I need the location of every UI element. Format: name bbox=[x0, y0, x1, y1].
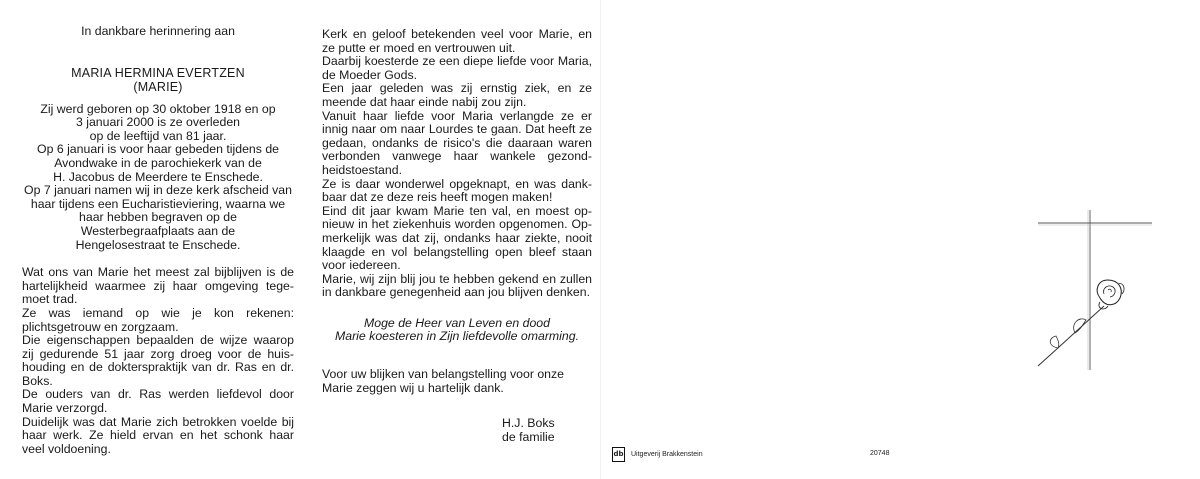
bio-line: Op 6 januari is voor haar gebeden tijdens de bbox=[37, 142, 279, 157]
paragraph: De ouders van dr. Ras werden liefdevol door Marie verzorgd. bbox=[22, 387, 294, 416]
paragraph: Duidelijk was dat Marie zich betrokken voelde bij haar werk. Ze hield ervan en het schonk haar veel voldoening. bbox=[22, 414, 294, 456]
paragraph: Een jaar geleden was zij ernstig ziek, en ze meende dat haar einde nabij zou zijn. bbox=[322, 81, 592, 109]
deceased-name: MARIA HERMINA EVERTZEN bbox=[71, 65, 245, 80]
verse-line: Marie koesteren in Zijn liefdevolle omarming. bbox=[335, 329, 579, 344]
publisher-mark bbox=[612, 447, 703, 462]
paragraph: Vanuit haar liefde voor Maria verlangde ze er innig naar om naar Lourdes te gaan. Dat heeft ze gedaan, ondanks de risico's die daaraan waren verbonden vanwege haar wankele gezond-heidstoestand. bbox=[322, 108, 592, 177]
bio-line: 3 januari 2000 is ze overleden bbox=[75, 115, 241, 130]
print-code: 20748 bbox=[870, 450, 890, 457]
signature-line: de familie bbox=[502, 429, 555, 444]
left-column bbox=[22, 25, 294, 456]
paragraph: Ze is daar wonderwel opgeknapt, en was dank-baar dat ze deze reis heeft mogen maken! bbox=[322, 176, 592, 205]
paragraph: Marie, wij zijn blij jou te hebben gekend en zullen in dankbare genegenheid aan jou blijven denken. bbox=[322, 271, 592, 300]
paragraph: Die eigenschappen bepaalden de wijze waarop zij gedurende 51 jaar zorg droeg voor de huis-houding en de dokterspraktijk van dr. Ras en dr. Boks. bbox=[22, 333, 294, 388]
paragraph: Ze was iemand op wie je kon rekenen: plichtsgetrouw en zorgzaam. bbox=[22, 305, 294, 334]
bio-line: haar hebben begraven op de bbox=[79, 210, 237, 225]
paragraph: Kerk en geloof betekenden veel voor Marie, en ze putte er moed en vertrouwen uit. bbox=[322, 27, 592, 55]
paragraph: Eind dit jaar kwam Marie ten val, en moest op-nieuw in het ziekenhuis worden opgenomen. Op-merkelijk was dat zij, ondanks haar ziekte, nooit klaagde en vol belangstelling open bleef staan voor iedereen. bbox=[322, 203, 592, 273]
bio-line: Op 7 januari namen wij in deze kerk afscheid van bbox=[24, 183, 292, 198]
bio-line: Hengelosestraat te Enschede. bbox=[75, 237, 241, 252]
thanks-text: Voor uw blijken van belangstelling voor onze Marie zeggen wij u hartelijk dank. bbox=[322, 367, 564, 395]
bio-line: Avondwake in de parochiekerk van de bbox=[54, 155, 262, 170]
paragraph: Daarbij koesterde ze een diepe liefde voor Maria, de Moeder Gods. bbox=[322, 54, 592, 82]
intro-text: In dankbare herinnering aan bbox=[81, 24, 235, 38]
middle-column bbox=[322, 28, 592, 444]
signature-line: H.J. Boks bbox=[502, 416, 555, 431]
publisher-name: Uitgeverij Brakkenstein bbox=[631, 451, 703, 458]
bio-line: haar tijdens een Eucharistieviering, waarna we bbox=[30, 196, 286, 211]
publisher-logo-icon: db bbox=[612, 447, 625, 462]
bio-line: op de leeftijd van 81 jaar. bbox=[89, 128, 227, 143]
paragraph: Wat ons van Marie het meest zal bijblijven is de hartelijkheid waarmee zij haar omgeving tege-moet trad. bbox=[22, 265, 294, 307]
deceased-nickname: (MARIE) bbox=[133, 79, 183, 94]
bio-line: H. Jacobus de Meerdere te Enschede. bbox=[53, 169, 263, 184]
cross-rose-icon bbox=[1020, 198, 1170, 373]
bio-line: Zij werd geboren op 30 oktober 1918 en op bbox=[40, 101, 276, 116]
signature bbox=[502, 417, 592, 444]
prayer-verse bbox=[322, 317, 592, 344]
verse-line: Moge de Heer van Leven en dood bbox=[364, 315, 550, 330]
fold-line bbox=[600, 0, 601, 479]
biography bbox=[22, 103, 294, 253]
bio-line: Westerbegraafplaats aan de bbox=[80, 223, 236, 238]
